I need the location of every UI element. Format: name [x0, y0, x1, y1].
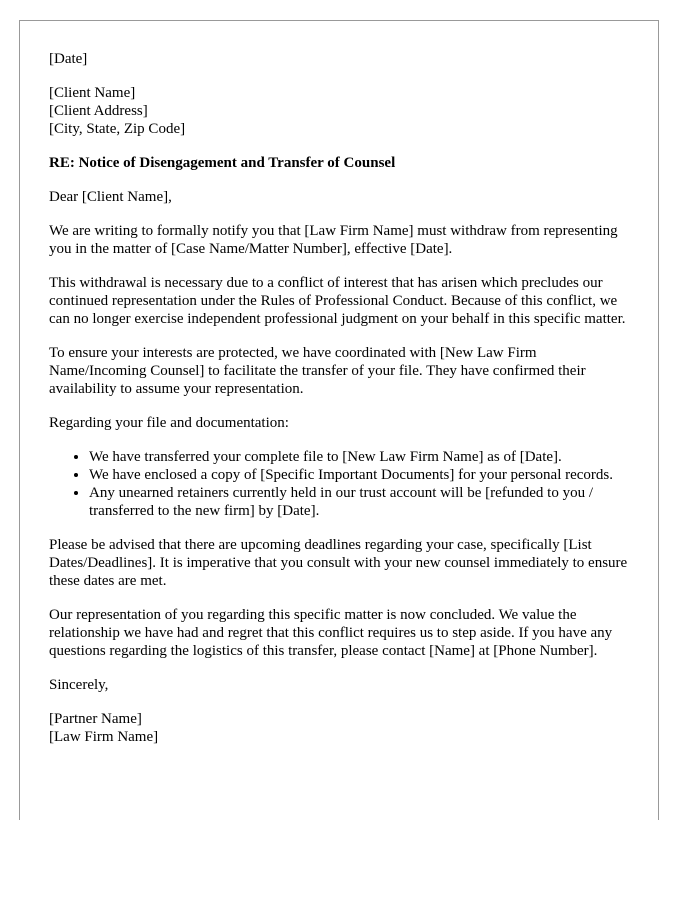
paragraph-transfer-coordination: To ensure your interests are protected, we have coordinated with [New Law Firm Name/Incoming Counsel] to facilitate the transfer of your file. They have confirmed their availability to assume your representation. — [49, 345, 586, 397]
subject-line: RE: Notice of Disengagement and Transfer of Counsel — [49, 155, 396, 171]
paragraph-conclusion: Our representation of you regarding this specific matter is now concluded. We value the relationship we have had and regret that this conflict requires us to step aside. If you have any questions regarding the logistics of this transfer, please contact [Name] at [Phone Number]. — [49, 607, 613, 659]
file-documentation-list — [49, 448, 630, 520]
letter-page — [19, 20, 659, 820]
signature-firm: [Law Firm Name] — [49, 729, 159, 745]
list-item: • We have transferred your complete file to [New Law Firm Name] as of [Date]. — [89, 448, 630, 466]
list-item: • Any unearned retainers currently held in our trust account will be [refunded to you / transferred to the new firm] by [Date]. — [89, 484, 630, 520]
list-item: • We have enclosed a copy of [Specific Important Documents] for your personal records. — [89, 466, 630, 484]
paragraph-file-intro: Regarding your file and documentation: — [49, 415, 289, 431]
paragraph-withdrawal-notice: We are writing to formally notify you that [Law Firm Name] must withdraw from representing you in the matter of [Case Name/Matter Number], effective [Date]. — [49, 223, 618, 257]
signoff: Sincerely, — [49, 677, 109, 693]
recipient-address-block — [49, 84, 630, 138]
signature-block — [49, 710, 630, 746]
recipient-address: [Client Address] — [49, 103, 148, 119]
recipient-city-state-zip: [City, State, Zip Code] — [49, 121, 186, 137]
paragraph-deadlines: Please be advised that there are upcoming deadlines regarding your case, specifically [List Dates/Deadlines]. It is imperative that you consult with your new counsel immediately to ensure these dates are met. — [49, 537, 628, 589]
salutation: Dear [Client Name], — [49, 189, 172, 205]
signature-name: [Partner Name] — [49, 711, 142, 727]
recipient-name: [Client Name] — [49, 85, 136, 101]
paragraph-conflict-reason: This withdrawal is necessary due to a conflict of interest that has arisen which precludes our continued representation under the Rules of Professional Conduct. Because of this conflict, we can no longer exercise independent professional judgment on your behalf in this specific matter. — [49, 275, 626, 327]
letter-date: [Date] — [49, 51, 88, 67]
